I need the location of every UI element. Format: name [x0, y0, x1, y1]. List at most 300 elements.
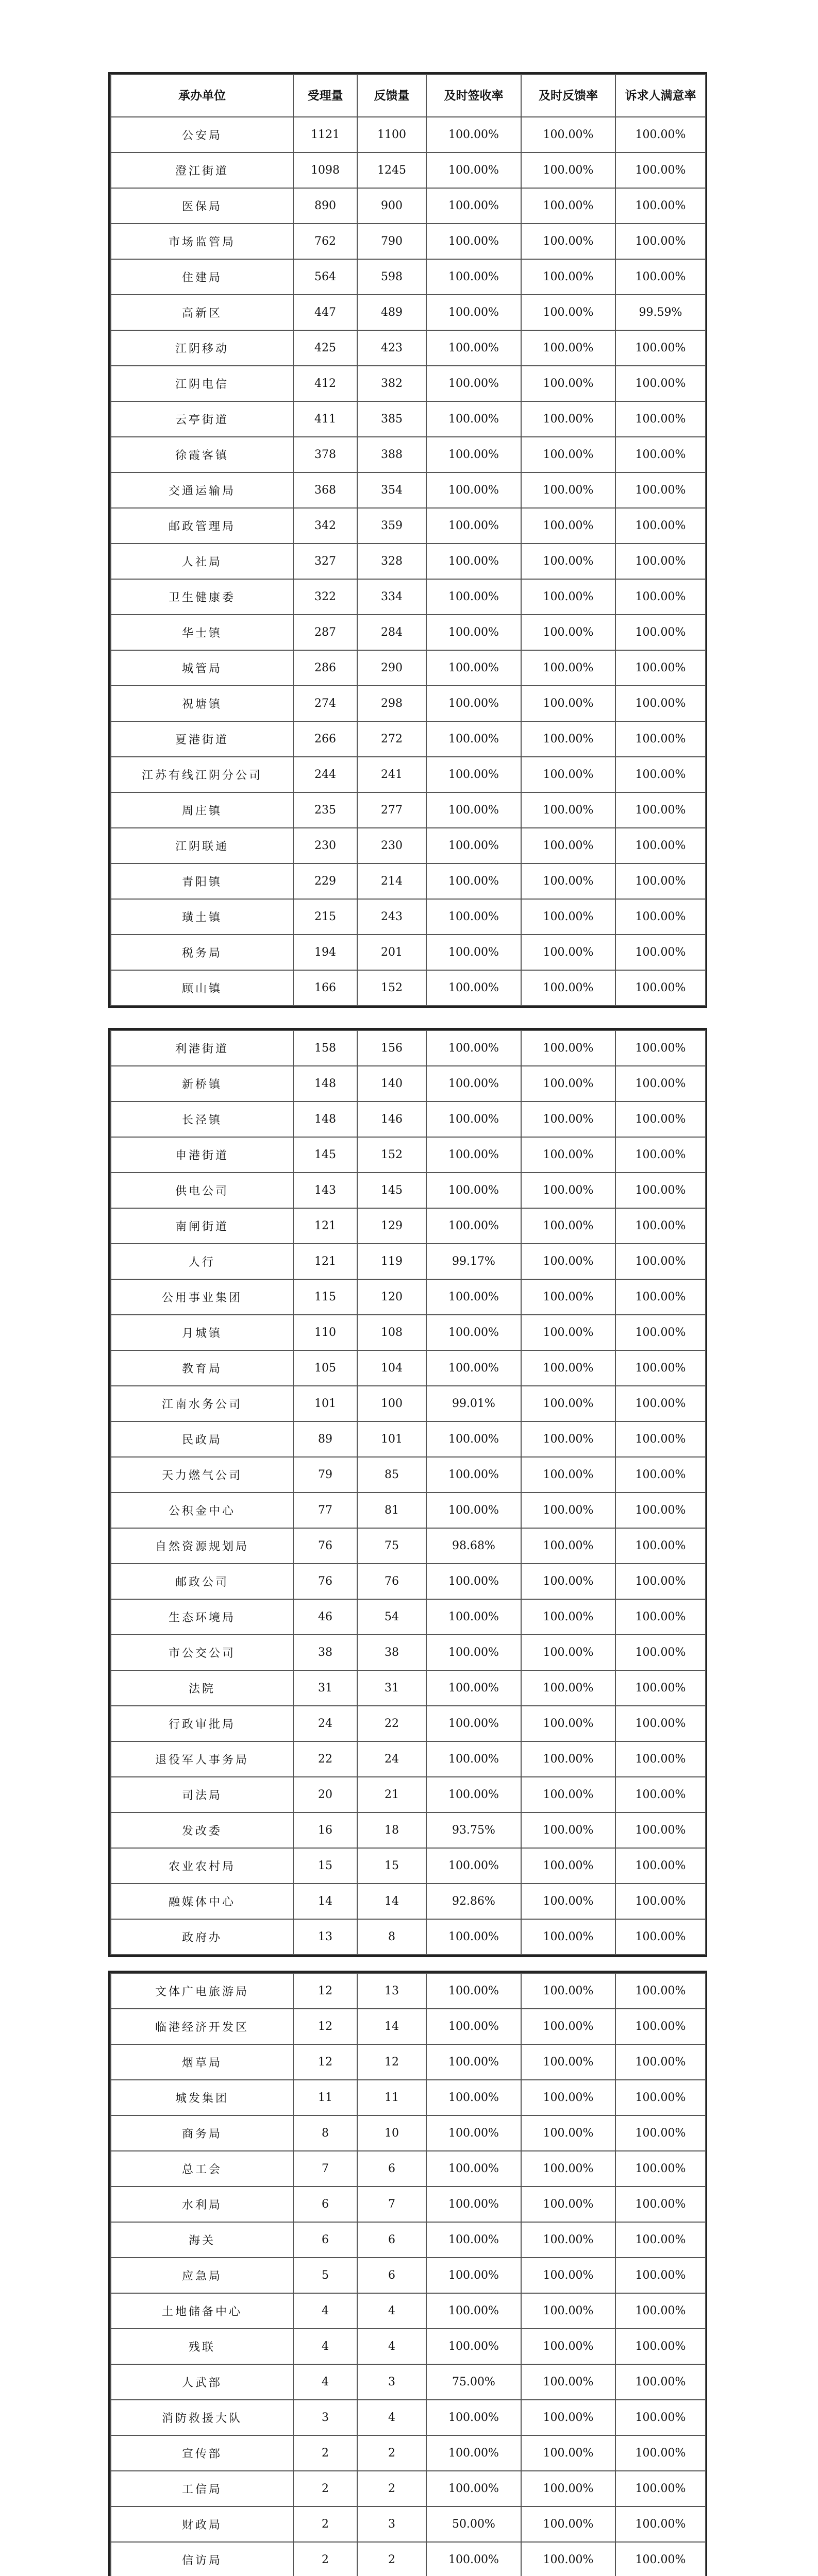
table-row — [111, 1457, 706, 1493]
table-row — [111, 1173, 706, 1208]
satisfaction-rate-cell: 100.00% — [615, 1919, 706, 1955]
feedback-rate-cell: 100.00% — [521, 188, 615, 224]
sign-rate-cell: 100.00% — [426, 721, 521, 757]
unit-cell: 城发集团 — [111, 2080, 293, 2115]
satisfaction-rate-cell: 100.00% — [615, 2044, 706, 2080]
satisfaction-rate-cell: 100.00% — [615, 792, 706, 828]
table-row — [111, 1030, 706, 1066]
sign-rate-cell: 100.00% — [426, 757, 521, 792]
feedback-cell: 4 — [357, 2329, 426, 2364]
sign-rate-cell: 100.00% — [426, 1315, 521, 1350]
sign-rate-cell: 100.00% — [426, 330, 521, 366]
feedback-cell: 2 — [357, 2471, 426, 2506]
accepted-cell: 6 — [293, 2222, 357, 2258]
feedback-rate-cell: 100.00% — [521, 1350, 615, 1386]
accepted-cell: 4 — [293, 2293, 357, 2329]
table-row — [111, 1386, 706, 1421]
unit-cell: 民政局 — [111, 1421, 293, 1457]
table-row — [111, 2329, 706, 2364]
satisfaction-rate-cell: 100.00% — [615, 1884, 706, 1919]
table-row — [111, 437, 706, 472]
accepted-cell: 244 — [293, 757, 357, 792]
table-row — [111, 1777, 706, 1812]
table-row — [111, 224, 706, 259]
satisfaction-rate-cell: 100.00% — [615, 366, 706, 401]
unit-cell: 公安局 — [111, 117, 293, 152]
feedback-rate-cell: 100.00% — [521, 828, 615, 863]
table-row — [111, 2293, 706, 2329]
sign-rate-cell: 100.00% — [426, 1030, 521, 1066]
sign-rate-cell: 100.00% — [426, 579, 521, 615]
sign-rate-cell: 100.00% — [426, 615, 521, 650]
satisfaction-rate-cell: 100.00% — [615, 828, 706, 863]
table-row — [111, 970, 706, 1006]
feedback-rate-cell: 100.00% — [521, 2329, 615, 2364]
table-row — [111, 1279, 706, 1315]
satisfaction-rate-cell: 100.00% — [615, 1066, 706, 1101]
sign-rate-cell: 100.00% — [426, 2044, 521, 2080]
header-sign-rate: 及时签收率 — [426, 75, 521, 117]
sign-rate-cell: 100.00% — [426, 935, 521, 970]
feedback-rate-cell: 100.00% — [521, 472, 615, 508]
accepted-cell: 89 — [293, 1421, 357, 1457]
satisfaction-rate-cell: 100.00% — [615, 2506, 706, 2542]
accepted-cell: 1121 — [293, 117, 357, 152]
unit-cell: 祝塘镇 — [111, 686, 293, 721]
feedback-cell: 81 — [357, 1493, 426, 1528]
unit-cell: 市场监管局 — [111, 224, 293, 259]
unit-cell: 月城镇 — [111, 1315, 293, 1350]
satisfaction-rate-cell: 100.00% — [615, 1421, 706, 1457]
feedback-cell: 2 — [357, 2435, 426, 2471]
unit-cell: 司法局 — [111, 1777, 293, 1812]
accepted-cell: 105 — [293, 1350, 357, 1386]
table-row — [111, 863, 706, 899]
feedback-rate-cell: 100.00% — [521, 1279, 615, 1315]
satisfaction-rate-cell: 100.00% — [615, 863, 706, 899]
feedback-cell: 3 — [357, 2506, 426, 2542]
feedback-rate-cell: 100.00% — [521, 1670, 615, 1706]
sign-rate-cell: 100.00% — [426, 1564, 521, 1599]
sign-rate-cell: 100.00% — [426, 1919, 521, 1955]
feedback-rate-cell: 100.00% — [521, 615, 615, 650]
feedback-cell: 85 — [357, 1457, 426, 1493]
satisfaction-rate-cell: 100.00% — [615, 899, 706, 935]
unit-cell: 供电公司 — [111, 1173, 293, 1208]
feedback-rate-cell: 100.00% — [521, 935, 615, 970]
feedback-rate-cell: 100.00% — [521, 330, 615, 366]
table-row — [111, 2435, 706, 2471]
feedback-rate-cell: 100.00% — [521, 899, 615, 935]
feedback-cell: 11 — [357, 2080, 426, 2115]
sign-rate-cell: 100.00% — [426, 508, 521, 544]
feedback-rate-cell: 100.00% — [521, 437, 615, 472]
unit-cell: 融媒体中心 — [111, 1884, 293, 1919]
feedback-cell: 120 — [357, 1279, 426, 1315]
sign-rate-cell: 100.00% — [426, 2400, 521, 2435]
feedback-rate-cell: 100.00% — [521, 508, 615, 544]
feedback-cell: 385 — [357, 401, 426, 437]
table-row — [111, 1101, 706, 1137]
feedback-cell: 129 — [357, 1208, 426, 1244]
unit-cell: 南闸街道 — [111, 1208, 293, 1244]
unit-cell: 周庄镇 — [111, 792, 293, 828]
sign-rate-cell: 100.00% — [426, 1208, 521, 1244]
feedback-rate-cell: 100.00% — [521, 1706, 615, 1741]
feedback-rate-cell: 100.00% — [521, 1030, 615, 1066]
feedback-rate-cell: 100.00% — [521, 1137, 615, 1173]
feedback-rate-cell: 100.00% — [521, 2364, 615, 2400]
feedback-rate-cell: 100.00% — [521, 1777, 615, 1812]
unit-cell: 人武部 — [111, 2364, 293, 2400]
unit-cell: 江阴电信 — [111, 366, 293, 401]
table-row — [111, 1244, 706, 1279]
feedback-rate-cell: 100.00% — [521, 1599, 615, 1635]
unit-cell: 医保局 — [111, 188, 293, 224]
header-accepted: 受理量 — [293, 75, 357, 117]
satisfaction-rate-cell: 100.00% — [615, 1706, 706, 1741]
feedback-cell: 108 — [357, 1315, 426, 1350]
sign-rate-cell: 100.00% — [426, 1741, 521, 1777]
satisfaction-rate-cell: 100.00% — [615, 2080, 706, 2115]
feedback-cell: 13 — [357, 1973, 426, 2009]
unit-cell: 徐霞客镇 — [111, 437, 293, 472]
unit-cell: 政府办 — [111, 1919, 293, 1955]
unit-cell: 城管局 — [111, 650, 293, 686]
accepted-cell: 564 — [293, 259, 357, 295]
satisfaction-rate-cell: 100.00% — [615, 1973, 706, 2009]
accepted-cell: 8 — [293, 2115, 357, 2151]
accepted-cell: 4 — [293, 2364, 357, 2400]
sign-rate-cell: 100.00% — [426, 366, 521, 401]
accepted-cell: 230 — [293, 828, 357, 863]
sign-rate-cell: 100.00% — [426, 2542, 521, 2576]
table-row — [111, 1670, 706, 1706]
sign-rate-cell: 100.00% — [426, 1279, 521, 1315]
feedback-cell: 334 — [357, 579, 426, 615]
sign-rate-cell: 98.68% — [426, 1528, 521, 1564]
sign-rate-cell: 100.00% — [426, 1421, 521, 1457]
table-row — [111, 366, 706, 401]
unit-cell: 公用事业集团 — [111, 1279, 293, 1315]
accepted-cell: 110 — [293, 1315, 357, 1350]
unit-cell: 文体广电旅游局 — [111, 1973, 293, 2009]
feedback-rate-cell: 100.00% — [521, 1066, 615, 1101]
table-row — [111, 686, 706, 721]
feedback-rate-cell: 100.00% — [521, 1386, 615, 1421]
table-row — [111, 152, 706, 188]
feedback-cell: 790 — [357, 224, 426, 259]
accepted-cell: 235 — [293, 792, 357, 828]
satisfaction-rate-cell: 100.00% — [615, 1812, 706, 1848]
table-row — [111, 1599, 706, 1635]
satisfaction-rate-cell: 100.00% — [615, 615, 706, 650]
table-row — [111, 1884, 706, 1919]
accepted-cell: 2 — [293, 2435, 357, 2471]
table-row — [111, 1066, 706, 1101]
feedback-cell: 140 — [357, 1066, 426, 1101]
table-row — [111, 2080, 706, 2115]
accepted-cell: 7 — [293, 2151, 357, 2187]
feedback-cell: 22 — [357, 1706, 426, 1741]
feedback-cell: 14 — [357, 2009, 426, 2044]
satisfaction-rate-cell: 100.00% — [615, 2258, 706, 2293]
sign-rate-cell: 100.00% — [426, 1066, 521, 1101]
sign-rate-cell: 100.00% — [426, 2293, 521, 2329]
feedback-cell: 100 — [357, 1386, 426, 1421]
table-row — [111, 792, 706, 828]
feedback-rate-cell: 100.00% — [521, 1564, 615, 1599]
feedback-rate-cell: 100.00% — [521, 1457, 615, 1493]
feedback-rate-cell: 100.00% — [521, 2400, 615, 2435]
table-row — [111, 757, 706, 792]
feedback-rate-cell: 100.00% — [521, 1244, 615, 1279]
feedback-cell: 284 — [357, 615, 426, 650]
unit-cell: 人行 — [111, 1244, 293, 1279]
satisfaction-rate-cell: 100.00% — [615, 1564, 706, 1599]
table-row — [111, 1919, 706, 1955]
accepted-cell: 12 — [293, 2009, 357, 2044]
accepted-cell: 13 — [293, 1919, 357, 1955]
feedback-cell: 359 — [357, 508, 426, 544]
feedback-rate-cell: 100.00% — [521, 2542, 615, 2576]
accepted-cell: 148 — [293, 1101, 357, 1137]
unit-cell: 信访局 — [111, 2542, 293, 2576]
satisfaction-rate-cell: 100.00% — [615, 1777, 706, 1812]
accepted-cell: 286 — [293, 650, 357, 686]
table-row — [111, 650, 706, 686]
table-row — [111, 1421, 706, 1457]
table-row — [111, 2222, 706, 2258]
accepted-cell: 12 — [293, 1973, 357, 2009]
sign-rate-cell: 100.00% — [426, 117, 521, 152]
accepted-cell: 121 — [293, 1244, 357, 1279]
feedback-rate-cell: 100.00% — [521, 2080, 615, 2115]
unit-cell: 海关 — [111, 2222, 293, 2258]
sign-rate-cell: 100.00% — [426, 437, 521, 472]
feedback-rate-cell: 100.00% — [521, 579, 615, 615]
satisfaction-rate-cell: 100.00% — [615, 2542, 706, 2576]
sign-rate-cell: 100.00% — [426, 1350, 521, 1386]
feedback-cell: 152 — [357, 970, 426, 1006]
table-row — [111, 2471, 706, 2506]
accepted-cell: 79 — [293, 1457, 357, 1493]
table-block-1 — [108, 72, 707, 1008]
unit-cell: 法院 — [111, 1670, 293, 1706]
feedback-cell: 152 — [357, 1137, 426, 1173]
feedback-rate-cell: 100.00% — [521, 1173, 615, 1208]
feedback-rate-cell: 100.00% — [521, 1635, 615, 1670]
feedback-rate-cell: 100.00% — [521, 1812, 615, 1848]
sign-rate-cell: 100.00% — [426, 2435, 521, 2471]
accepted-cell: 14 — [293, 1884, 357, 1919]
unit-cell: 工信局 — [111, 2471, 293, 2506]
accepted-cell: 2 — [293, 2471, 357, 2506]
table-row — [111, 1635, 706, 1670]
feedback-cell: 146 — [357, 1101, 426, 1137]
accepted-cell: 447 — [293, 295, 357, 330]
satisfaction-rate-cell: 100.00% — [615, 1315, 706, 1350]
satisfaction-rate-cell: 100.00% — [615, 1279, 706, 1315]
accepted-cell: 148 — [293, 1066, 357, 1101]
satisfaction-rate-cell: 100.00% — [615, 1848, 706, 1884]
satisfaction-rate-cell: 100.00% — [615, 2400, 706, 2435]
table-body-2 — [111, 1030, 706, 1955]
feedback-cell: 145 — [357, 1173, 426, 1208]
feedback-cell: 328 — [357, 544, 426, 579]
unit-cell: 行政审批局 — [111, 1706, 293, 1741]
satisfaction-rate-cell: 100.00% — [615, 117, 706, 152]
satisfaction-rate-cell: 100.00% — [615, 2222, 706, 2258]
feedback-cell: 18 — [357, 1812, 426, 1848]
sign-rate-cell: 100.00% — [426, 686, 521, 721]
table-body-3 — [111, 1973, 706, 2576]
accepted-cell: 76 — [293, 1564, 357, 1599]
unit-cell: 高新区 — [111, 295, 293, 330]
table-body-1 — [111, 117, 706, 1006]
table-row — [111, 935, 706, 970]
unit-cell: 申港街道 — [111, 1137, 293, 1173]
table-row — [111, 295, 706, 330]
table-row — [111, 401, 706, 437]
feedback-cell: 243 — [357, 899, 426, 935]
sign-rate-cell: 100.00% — [426, 2471, 521, 2506]
sign-rate-cell: 100.00% — [426, 1173, 521, 1208]
sign-rate-cell: 50.00% — [426, 2506, 521, 2542]
table-row — [111, 828, 706, 863]
sign-rate-cell: 100.00% — [426, 1101, 521, 1137]
unit-cell: 江阴联通 — [111, 828, 293, 863]
accepted-cell: 266 — [293, 721, 357, 757]
satisfaction-rate-cell: 100.00% — [615, 721, 706, 757]
satisfaction-rate-cell: 100.00% — [615, 757, 706, 792]
table-row — [111, 1564, 706, 1599]
unit-cell: 利港街道 — [111, 1030, 293, 1066]
feedback-cell: 1100 — [357, 117, 426, 152]
feedback-cell: 388 — [357, 437, 426, 472]
accepted-cell: 76 — [293, 1528, 357, 1564]
unit-cell: 青阳镇 — [111, 863, 293, 899]
accepted-cell: 16 — [293, 1812, 357, 1848]
sign-rate-cell: 100.00% — [426, 1670, 521, 1706]
accepted-cell: 166 — [293, 970, 357, 1006]
unit-cell: 农业农村局 — [111, 1848, 293, 1884]
satisfaction-rate-cell: 100.00% — [615, 401, 706, 437]
unit-cell: 税务局 — [111, 935, 293, 970]
accepted-cell: 322 — [293, 579, 357, 615]
sign-rate-cell: 92.86% — [426, 1884, 521, 1919]
accepted-cell: 2 — [293, 2542, 357, 2576]
accepted-cell: 762 — [293, 224, 357, 259]
unit-cell: 发改委 — [111, 1812, 293, 1848]
table-row — [111, 1208, 706, 1244]
feedback-rate-cell: 100.00% — [521, 1884, 615, 1919]
satisfaction-rate-cell: 100.00% — [615, 188, 706, 224]
unit-cell: 商务局 — [111, 2115, 293, 2151]
feedback-rate-cell: 100.00% — [521, 1208, 615, 1244]
accepted-cell: 46 — [293, 1599, 357, 1635]
table-row — [111, 2400, 706, 2435]
satisfaction-rate-cell: 100.00% — [615, 935, 706, 970]
satisfaction-rate-cell: 100.00% — [615, 544, 706, 579]
feedback-rate-cell: 100.00% — [521, 721, 615, 757]
sign-rate-cell: 100.00% — [426, 1777, 521, 1812]
unit-cell: 澄江街道 — [111, 152, 293, 188]
feedback-cell: 15 — [357, 1848, 426, 1884]
sign-rate-cell: 100.00% — [426, 2187, 521, 2222]
feedback-rate-cell: 100.00% — [521, 544, 615, 579]
sign-rate-cell: 100.00% — [426, 970, 521, 1006]
feedback-rate-cell: 100.00% — [521, 2187, 615, 2222]
satisfaction-rate-cell: 100.00% — [615, 1493, 706, 1528]
feedback-cell: 31 — [357, 1670, 426, 1706]
table-row — [111, 1350, 706, 1386]
satisfaction-rate-cell: 100.00% — [615, 1137, 706, 1173]
header-feedback: 反馈量 — [357, 75, 426, 117]
sign-rate-cell: 100.00% — [426, 472, 521, 508]
feedback-rate-cell: 100.00% — [521, 224, 615, 259]
feedback-rate-cell: 100.00% — [521, 2258, 615, 2293]
sign-rate-cell: 100.00% — [426, 1635, 521, 1670]
unit-cell: 云亭街道 — [111, 401, 293, 437]
sign-rate-cell: 100.00% — [426, 544, 521, 579]
table-row — [111, 259, 706, 295]
sign-rate-cell: 100.00% — [426, 863, 521, 899]
satisfaction-rate-cell: 100.00% — [615, 1528, 706, 1564]
unit-cell: 退役军人事务局 — [111, 1741, 293, 1777]
table-row — [111, 117, 706, 152]
stats-table-3 — [110, 1973, 706, 2576]
accepted-cell: 143 — [293, 1173, 357, 1208]
feedback-cell: 2 — [357, 2542, 426, 2576]
feedback-cell: 7 — [357, 2187, 426, 2222]
unit-cell: 临港经济开发区 — [111, 2009, 293, 2044]
feedback-rate-cell: 100.00% — [521, 863, 615, 899]
unit-cell: 生态环境局 — [111, 1599, 293, 1635]
sign-rate-cell: 100.00% — [426, 2258, 521, 2293]
satisfaction-rate-cell: 100.00% — [615, 2435, 706, 2471]
feedback-cell: 298 — [357, 686, 426, 721]
feedback-rate-cell: 100.00% — [521, 686, 615, 721]
feedback-cell: 156 — [357, 1030, 426, 1066]
unit-cell: 天力燃气公司 — [111, 1457, 293, 1493]
unit-cell: 总工会 — [111, 2151, 293, 2187]
unit-cell: 长泾镇 — [111, 1101, 293, 1137]
table-row — [111, 544, 706, 579]
feedback-rate-cell: 100.00% — [521, 2151, 615, 2187]
accepted-cell: 38 — [293, 1635, 357, 1670]
sign-rate-cell: 75.00% — [426, 2364, 521, 2400]
feedback-cell: 1245 — [357, 152, 426, 188]
satisfaction-rate-cell: 100.00% — [615, 1670, 706, 1706]
feedback-rate-cell: 100.00% — [521, 1101, 615, 1137]
table-row — [111, 2044, 706, 2080]
feedback-rate-cell: 100.00% — [521, 259, 615, 295]
unit-cell: 璜土镇 — [111, 899, 293, 935]
sign-rate-cell: 100.00% — [426, 2222, 521, 2258]
feedback-rate-cell: 100.00% — [521, 1919, 615, 1955]
table-row — [111, 2258, 706, 2293]
accepted-cell: 115 — [293, 1279, 357, 1315]
table-row — [111, 508, 706, 544]
satisfaction-rate-cell: 99.59% — [615, 295, 706, 330]
feedback-cell: 241 — [357, 757, 426, 792]
sign-rate-cell: 100.00% — [426, 2151, 521, 2187]
satisfaction-rate-cell: 100.00% — [615, 330, 706, 366]
sign-rate-cell: 100.00% — [426, 1137, 521, 1173]
feedback-cell: 214 — [357, 863, 426, 899]
accepted-cell: 412 — [293, 366, 357, 401]
